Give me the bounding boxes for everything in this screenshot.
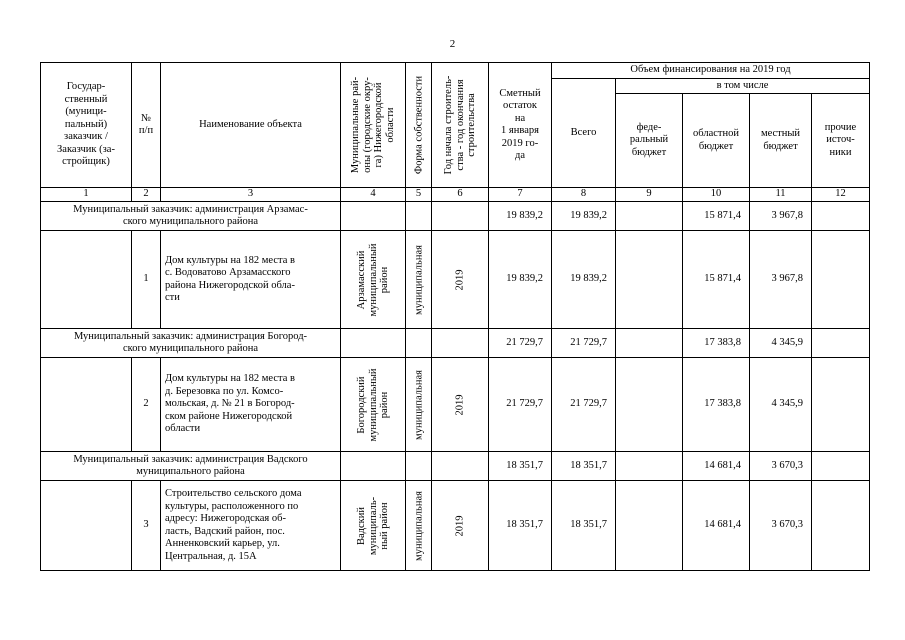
item-ownership	[406, 481, 432, 571]
col-num: 6	[432, 188, 489, 202]
header-federal: феде- ральный бюджет	[616, 94, 683, 188]
empty-cell	[812, 481, 870, 571]
col-num: 11	[750, 188, 812, 202]
item-balance: 21 729,7	[489, 358, 552, 452]
group-total: 18 351,7	[552, 452, 616, 481]
item-row	[41, 231, 870, 329]
item-number: 3	[132, 481, 161, 571]
group-regional: 14 681,4	[683, 452, 750, 481]
col-num: 1	[41, 188, 132, 202]
group-row	[41, 202, 870, 231]
item-name: Дом культуры на 182 места в с. Водоватово Арзамасского района Нижегородской обла- сти	[161, 231, 341, 329]
header-object-name: Наименование объекта	[161, 63, 341, 188]
item-year	[432, 231, 489, 329]
item-year	[432, 358, 489, 452]
item-year	[432, 481, 489, 571]
header-balance: Сметный остаток на 1 января 2019 го- да	[489, 63, 552, 188]
group-balance: 19 839,2	[489, 202, 552, 231]
header-local: местный бюджет	[750, 94, 812, 188]
header-district-text: Муниципальные рай- оны (городские окру- га) Нижегородской области	[350, 76, 396, 174]
item-number: 1	[132, 231, 161, 329]
empty-cell	[341, 452, 406, 481]
col-num: 5	[406, 188, 432, 202]
group-balance: 18 351,7	[489, 452, 552, 481]
item-name: Дом культуры на 182 места в д. Березовка по ул. Комсо- мольская, д. № 21 в Богород- ском районе Нижегородской области	[161, 358, 341, 452]
header-ownership	[406, 63, 432, 188]
col-num: 9	[616, 188, 683, 202]
item-row	[41, 358, 870, 452]
col-num: 3	[161, 188, 341, 202]
col-num: 8	[552, 188, 616, 202]
empty-cell	[41, 358, 132, 452]
empty-cell	[406, 452, 432, 481]
empty-cell	[616, 358, 683, 452]
group-regional: 17 383,8	[683, 329, 750, 358]
item-local: 4 345,9	[750, 358, 812, 452]
empty-cell	[812, 452, 870, 481]
group-customer: Муниципальный заказчик: администрация Арзамас- ского муниципального района	[41, 202, 341, 231]
group-balance: 21 729,7	[489, 329, 552, 358]
item-regional: 15 871,4	[683, 231, 750, 329]
empty-cell	[616, 202, 683, 231]
group-row	[41, 452, 870, 481]
item-year-text: 2019	[454, 269, 466, 290]
group-customer: Муниципальный заказчик: администрация Богород- ского муниципального района	[41, 329, 341, 358]
header-years	[432, 63, 489, 188]
item-district	[341, 231, 406, 329]
header-customer: Государ- ственный (муници- пальный) заказчик / Заказчик (за- стройщик)	[41, 63, 132, 188]
empty-cell	[41, 481, 132, 571]
header-district	[341, 63, 406, 188]
header-ownership-text: Форма собственности	[412, 75, 424, 175]
group-local: 4 345,9	[750, 329, 812, 358]
item-ownership-text: муниципальная	[412, 490, 424, 561]
header-including: в том числе	[616, 79, 870, 94]
item-regional: 17 383,8	[683, 358, 750, 452]
page-number: 2	[449, 38, 456, 50]
empty-cell	[616, 452, 683, 481]
empty-cell	[616, 231, 683, 329]
empty-cell	[812, 358, 870, 452]
item-balance: 19 839,2	[489, 231, 552, 329]
item-ownership	[406, 358, 432, 452]
item-total: 21 729,7	[552, 358, 616, 452]
group-total: 21 729,7	[552, 329, 616, 358]
financing-table	[40, 62, 870, 571]
item-district-text: Арзамасский муниципальный район	[355, 242, 390, 317]
empty-cell	[812, 329, 870, 358]
item-regional: 14 681,4	[683, 481, 750, 571]
col-num: 2	[132, 188, 161, 202]
empty-cell	[432, 452, 489, 481]
header-number: № п/п	[132, 63, 161, 188]
item-local: 3 670,3	[750, 481, 812, 571]
item-ownership-text: муниципальная	[412, 244, 424, 315]
item-total: 19 839,2	[552, 231, 616, 329]
empty-cell	[341, 202, 406, 231]
empty-cell	[432, 329, 489, 358]
col-num: 4	[341, 188, 406, 202]
empty-cell	[616, 329, 683, 358]
empty-cell	[812, 231, 870, 329]
item-year-text: 2019	[454, 394, 466, 415]
item-district-text: Вадский муниципаль- ный район	[355, 496, 390, 555]
group-customer: Муниципальный заказчик: администрация Вадского муниципального района	[41, 452, 341, 481]
item-balance: 18 351,7	[489, 481, 552, 571]
col-num: 10	[683, 188, 750, 202]
item-district	[341, 358, 406, 452]
group-total: 19 839,2	[552, 202, 616, 231]
empty-cell	[341, 329, 406, 358]
header-total: Всего	[552, 79, 616, 188]
empty-cell	[616, 481, 683, 571]
col-num: 7	[489, 188, 552, 202]
empty-cell	[432, 202, 489, 231]
col-num: 12	[812, 188, 870, 202]
group-regional: 15 871,4	[683, 202, 750, 231]
item-district	[341, 481, 406, 571]
item-name: Строительство сельского дома культуры, расположенного по адресу: Нижегородская об- ласть, Вадский район, пос. Анненковский карьер, ул. Центральная, д. 15А	[161, 481, 341, 571]
item-ownership	[406, 231, 432, 329]
group-local: 3 670,3	[750, 452, 812, 481]
empty-cell	[406, 202, 432, 231]
header-years-text: Год начала строитель- ства - год окончания строительства	[442, 75, 477, 175]
empty-cell	[406, 329, 432, 358]
header-regional: областной бюджет	[683, 94, 750, 188]
empty-cell	[812, 202, 870, 231]
item-row	[41, 481, 870, 571]
empty-cell	[41, 231, 132, 329]
item-local: 3 967,8	[750, 231, 812, 329]
item-total: 18 351,7	[552, 481, 616, 571]
group-local: 3 967,8	[750, 202, 812, 231]
item-ownership-text: муниципальная	[412, 369, 424, 440]
header-other: прочие источ- ники	[812, 94, 870, 188]
header-funding: Объем финансирования на 2019 год	[552, 63, 870, 79]
group-row	[41, 329, 870, 358]
item-district-text: Богородский муниципальный район	[355, 367, 390, 442]
column-numbers-row	[41, 188, 870, 202]
item-number: 2	[132, 358, 161, 452]
item-year-text: 2019	[454, 515, 466, 536]
